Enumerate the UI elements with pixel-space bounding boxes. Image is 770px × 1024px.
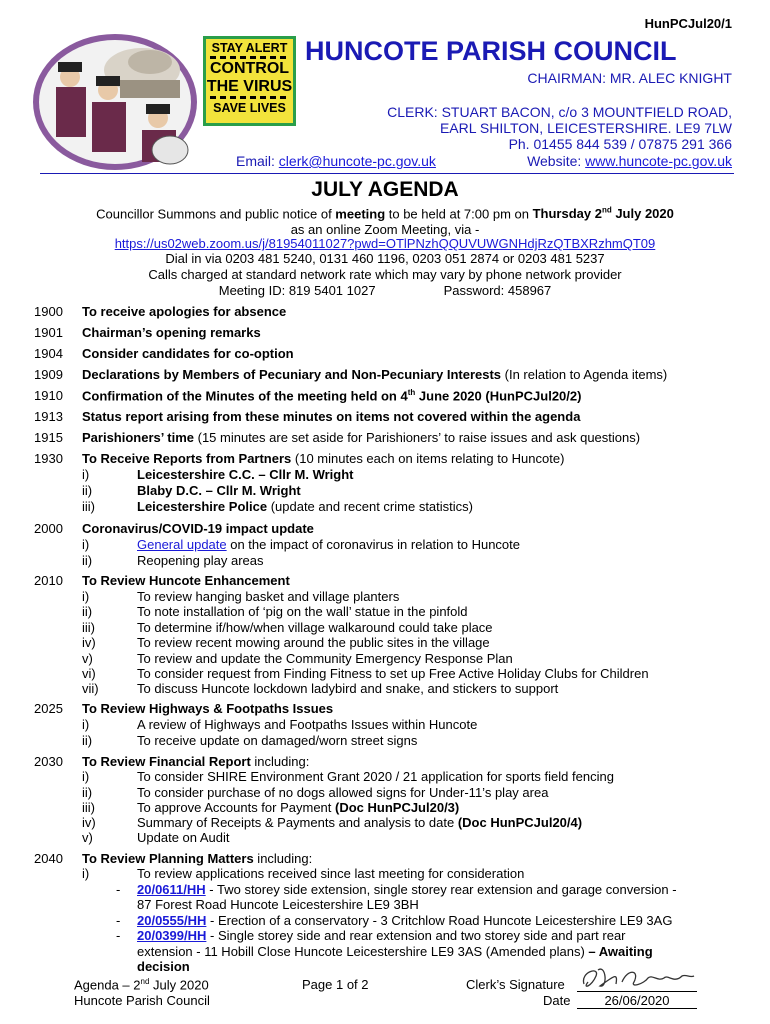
clerk-signature [578,962,698,994]
clerk-line-1: CLERK: STUART BACON, c/o 3 MOUNTFIELD ROAD, [387,104,732,120]
meeting-id: Meeting ID: 819 5401 1027 [218,283,376,298]
zoom-url [0,236,770,251]
footer-council: Huncote Parish Council [74,993,210,1008]
badge-line: SAVE LIVES [213,101,286,116]
meeting-password: Password: 458967 [443,283,552,298]
general-update-link[interactable]: General update [137,537,227,552]
zoom-line: as an online Zoom Meeting, via - [290,222,480,237]
phone-line: Ph. 01455 844 539 / 07875 291 366 [508,136,732,152]
planning-ref-link[interactable]: 20/0399/HH [137,928,207,943]
chairman-line: CHAIRMAN: MR. ALEC KNIGHT [527,70,732,86]
agenda-title: JULY AGENDA [311,178,459,201]
badge-line: THE VIRUS [206,78,293,96]
signature-label: Clerk’s Signature [466,977,565,992]
email-link[interactable]: clerk@huncote-pc.gov.uk [278,153,436,169]
badge-line: STAY ALERT [211,41,288,55]
footer-agenda-date: Agenda – 2nd July 2020 [74,977,209,993]
page-number: Page 1 of 2 [302,977,369,992]
meeting-notice: Councillor Summons and public notice of meeting to be held at 7:00 pm on Thursday 2nd July 2020 [96,206,674,222]
charges-line: Calls charged at standard network rate which may vary by phone network provider [148,267,622,282]
document-ref: HunPCJul20/1 [644,16,732,31]
header-divider [40,173,734,174]
website-label: Website: [527,153,586,169]
contact-line [236,153,732,169]
meeting-id-line [0,283,770,298]
clerk-line-2: EARL SHILTON, LEICESTERSHIRE. LE9 7LW [439,120,732,136]
planning-ref-link[interactable]: 20/0611/HH [137,882,206,897]
signature-date: 26/06/2020 [577,993,697,1009]
email-label: Email: [236,153,279,169]
planning-ref-link[interactable]: 20/0555/HH [137,913,207,928]
dial-in-line: Dial in via 0203 481 5240, 0131 460 1196, 0203 051 2874 or 0203 481 5237 [165,251,605,266]
date-label: Date [543,993,571,1008]
huncote-logo [30,32,200,172]
website-link[interactable]: www.huncote-pc.gov.uk [585,153,732,169]
zoom-link[interactable]: https://us02web.zoom.us/j/81954011027?pwd=OTlPNzhQQUVUWGNHdjRzQTBXRzhmQT09 [114,236,656,251]
stay-alert-badge [203,36,296,126]
badge-line: CONTROL [209,59,290,77]
council-title: HUNCOTE PARISH COUNCIL [305,36,677,66]
